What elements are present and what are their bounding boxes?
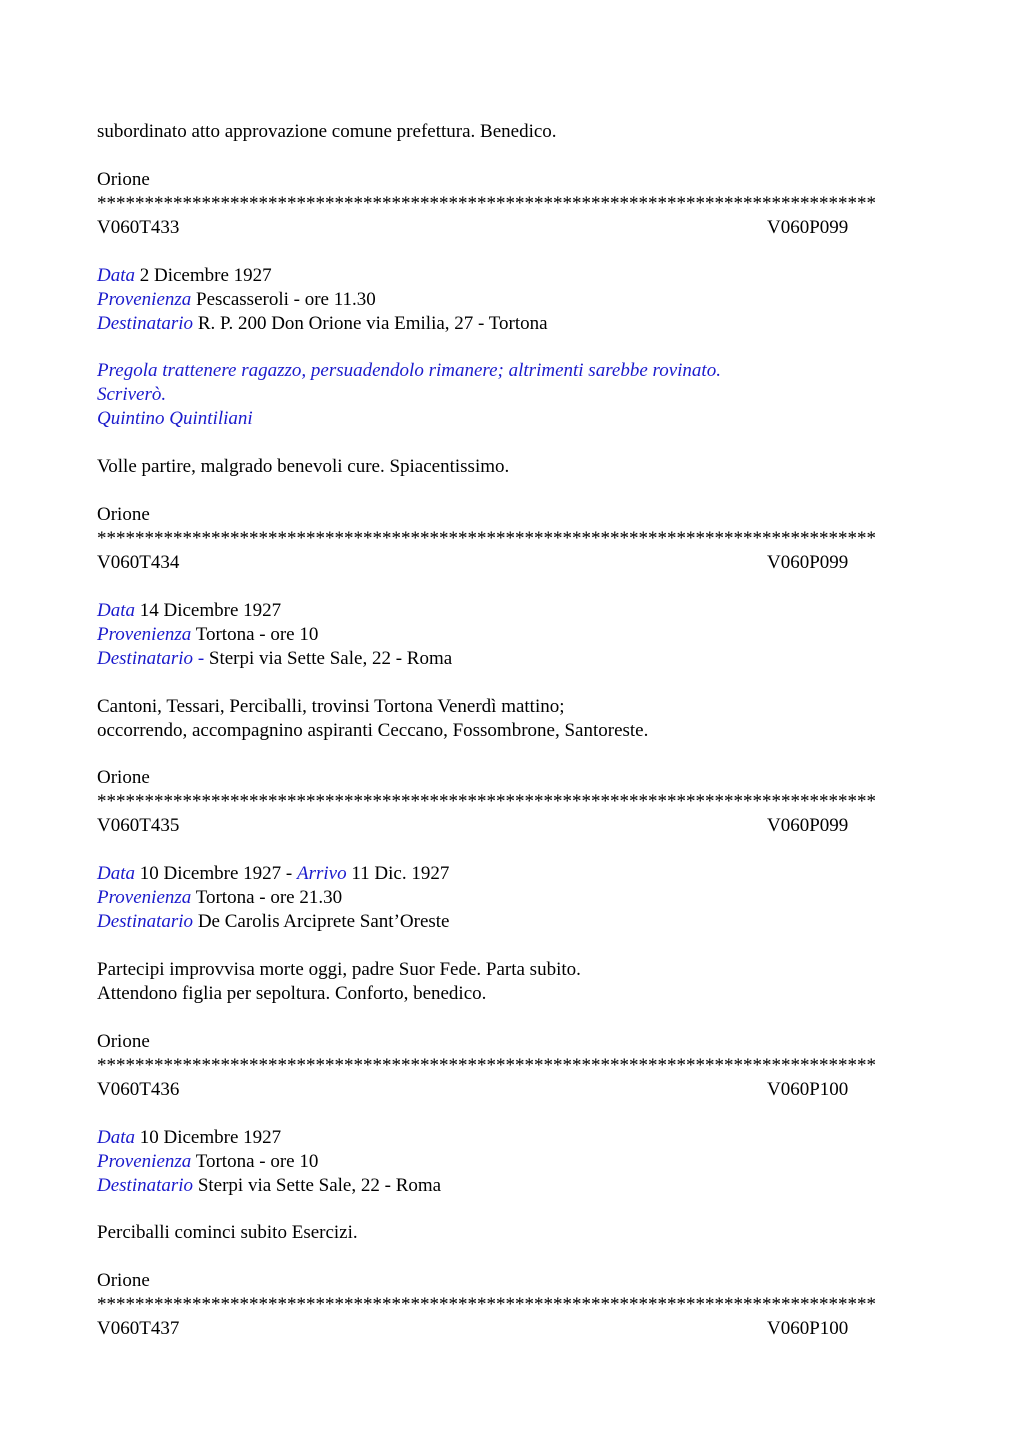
provenienza-label: Provenienza: [97, 623, 192, 645]
body-text: Partecipi improvvisa morte oggi, padre Suor Fede. Parta subito.: [97, 958, 581, 980]
signature: Orione: [97, 1030, 150, 1052]
destinatario-label: Destinatario: [97, 1174, 194, 1196]
page-ref: V060P099: [767, 815, 849, 837]
body-text: Cantoni, Tessari, Perciballi, trovinsi Tortona Venerdì mattino;: [97, 695, 565, 717]
quote-line: Pregola trattenere ragazzo, persuadendolo rimanere; altrimenti sarebbe rovinato.: [97, 360, 721, 382]
provenienza-line: [97, 886, 927, 910]
data-line: [97, 599, 927, 623]
arrivo-value: 11 Dic. 1927: [351, 863, 450, 885]
data-label: Data: [97, 863, 135, 885]
destinatario-label: Destinatario: [97, 312, 194, 334]
arrivo-label: Arrivo: [296, 863, 347, 885]
entry-id: V060T436: [97, 1078, 180, 1100]
data-label: Data: [97, 1126, 135, 1148]
page-ref: V060P099: [767, 551, 849, 573]
provenienza-line: [97, 623, 927, 647]
separator: **********************************************************************************: [97, 192, 876, 214]
data-label: Data: [97, 264, 135, 286]
separator: **********************************************************************************: [97, 1294, 876, 1316]
destinatario-label: Destinatario: [97, 647, 194, 669]
destinatario-line: [97, 910, 927, 934]
page-ref: V060P100: [767, 1318, 849, 1340]
data-label: Data: [97, 599, 135, 621]
entry-id: V060T437: [97, 1318, 180, 1340]
body-text: Volle partire, malgrado benevoli cure. Spiacentissimo.: [97, 456, 510, 478]
separator: **********************************************************************************: [97, 791, 876, 813]
provenienza-value: Pescasseroli - ore 11.30: [196, 288, 376, 310]
destinatario-value: Sterpi via Sette Sale, 22 - Roma: [208, 647, 453, 669]
document-page: [97, 120, 927, 1341]
body-text: Attendono figlia per sepoltura. Conforto, benedico.: [97, 982, 487, 1004]
entry-header: [97, 814, 927, 838]
provenienza-line: [97, 288, 927, 312]
body-text: occorrendo, accompagnino aspiranti Ceccano, Fossombrone, Santoreste.: [97, 719, 649, 741]
intro-text: subordinato atto approvazione comune prefettura. Benedico.: [97, 121, 557, 142]
provenienza-value: Tortona - ore 10: [195, 623, 319, 645]
separator: **********************************************************************************: [97, 1054, 876, 1076]
entry-id: V060T434: [97, 551, 180, 573]
data-line: [97, 264, 927, 288]
entry-header: [97, 1078, 927, 1102]
entry-id: V060T435: [97, 815, 180, 837]
provenienza-label: Provenienza: [97, 887, 192, 909]
provenienza-value: Tortona - ore 21.30: [195, 887, 343, 909]
data-line: [97, 862, 927, 886]
entry-id: V060T433: [97, 216, 180, 238]
data-value: 10 Dicembre 1927: [139, 1126, 282, 1148]
data-value: 14 Dicembre 1927: [139, 599, 282, 621]
signature: Orione: [97, 168, 150, 190]
destinatario-line: [97, 1174, 927, 1198]
entry-header: [97, 1317, 927, 1341]
destinatario-dash: -: [193, 647, 205, 669]
data-line: [97, 1126, 927, 1150]
provenienza-line: [97, 1150, 927, 1174]
signature: Orione: [97, 1270, 150, 1292]
signature: Orione: [97, 503, 150, 525]
quote-line: Scriverò.: [97, 384, 167, 406]
quote-line: Quintino Quintiliani: [97, 408, 253, 430]
entry-header: [97, 216, 927, 240]
provenienza-label: Provenienza: [97, 1150, 192, 1172]
entry-header: [97, 551, 927, 575]
page-ref: V060P100: [767, 1078, 849, 1100]
separator: **********************************************************************************: [97, 527, 876, 549]
destinatario-value: De Carolis Arciprete Sant’Oreste: [197, 911, 450, 933]
data-value: 2 Dicembre 1927: [139, 264, 272, 286]
destinatario-line: [97, 312, 927, 336]
destinatario-label: Destinatario: [97, 911, 194, 933]
destinatario-value: Sterpi via Sette Sale, 22 - Roma: [197, 1174, 442, 1196]
data-value: 10 Dicembre 1927 -: [139, 863, 293, 885]
destinatario-line: [97, 647, 927, 671]
body-text: Perciballi cominci subito Esercizi.: [97, 1222, 358, 1244]
provenienza-value: Tortona - ore 10: [195, 1150, 319, 1172]
destinatario-value: R. P. 200 Don Orione via Emilia, 27 - Tortona: [197, 312, 548, 334]
page-ref: V060P099: [767, 216, 849, 238]
signature: Orione: [97, 767, 150, 789]
provenienza-label: Provenienza: [97, 288, 192, 310]
